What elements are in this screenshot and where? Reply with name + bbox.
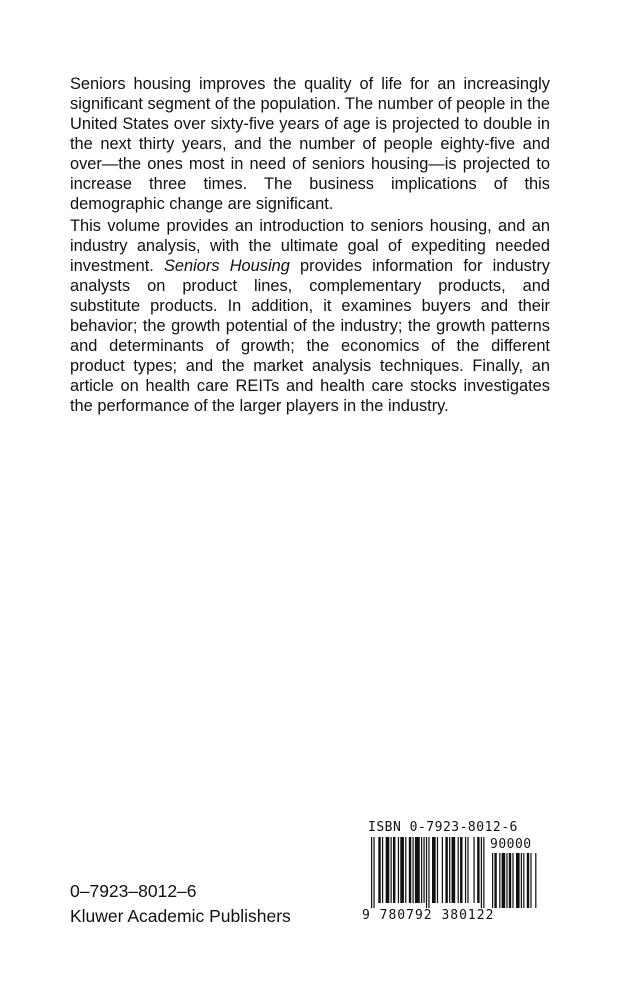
barcode-bar — [382, 837, 383, 903]
barcode-bar — [400, 837, 404, 903]
ean13-bars — [371, 837, 489, 908]
barcode-bar — [437, 837, 438, 903]
barcode-bar — [499, 853, 500, 908]
barcode-bar — [405, 837, 406, 903]
barcode-bar — [373, 837, 374, 908]
barcode-bar — [530, 853, 531, 908]
book-title-italic: Seniors Housing — [163, 257, 290, 275]
barcode-bar — [409, 837, 411, 903]
barcode-bar — [428, 837, 429, 908]
barcode-isbn-label: ISBN 0-7923-8012-6 — [368, 820, 518, 835]
barcode-bar — [477, 837, 479, 903]
barcode-bar — [516, 853, 520, 908]
addon-bars — [492, 853, 540, 908]
description-paragraph-1: Seniors housing improves the quality of life for an increasingly significant segment of the population. The number of people in the United States over sixty-five years of age is projected to double in the next thirty years, and the number of people eighty-five and over—the ones most in need of seniors housing—is projected to increase three times. The business implications of this demographic change are significant. — [70, 75, 550, 213]
barcode-bar — [391, 837, 392, 903]
barcode-bar — [426, 837, 427, 908]
barcode-bar — [423, 837, 424, 903]
barcode-bar — [460, 837, 462, 903]
barcode-bar — [535, 853, 536, 908]
barcode-addon-digits: 90000 — [490, 837, 532, 852]
barcode-bar — [481, 837, 482, 908]
barcode-bar — [458, 837, 459, 903]
barcode-ean-digits: 9 780792 380122 — [362, 908, 495, 923]
barcode-bar — [465, 837, 466, 903]
barcode-bar — [442, 837, 443, 903]
barcode-bar — [445, 837, 447, 903]
barcode-bar — [412, 837, 413, 903]
paragraph-2-intro: This volume provides an introduction to seniors housing, and an industry analysis, with the ultimate goal of expediting needed investment. — [70, 217, 550, 275]
paragraph-2-body: provides information for industry analysts on product lines, complementary products, and substitute products. In addition, it examines buyers and their behavior; the growth potential of the industry; the growth patterns and determinants of growth; the economics of the different product types; and the market analysis techniques. Finally, an article on health care REITs and health care stocks investigates the performance of the larger players in the industry. — [70, 257, 550, 415]
barcode-bar — [432, 837, 436, 903]
barcode-bar — [492, 853, 493, 908]
barcode-bar — [521, 853, 522, 908]
barcode-bar — [506, 853, 507, 908]
barcode-bar — [502, 853, 506, 908]
isbn-barcode — [362, 820, 547, 930]
barcode-bar — [473, 837, 474, 903]
barcode-bar — [512, 853, 513, 908]
barcode-bar — [371, 837, 372, 908]
barcode-bar — [378, 837, 380, 903]
barcode-bar — [398, 837, 399, 903]
barcode-bar — [467, 837, 468, 903]
barcode-bar — [415, 837, 420, 903]
barcode-bar — [494, 853, 496, 908]
barcode-bar — [483, 837, 484, 908]
publisher-name: Kluwer Academic Publishers — [70, 906, 291, 926]
footer-isbn: 0–7923–8012–6 — [70, 881, 197, 901]
barcode-bar — [386, 837, 390, 903]
barcode-bar — [449, 837, 450, 903]
barcode-bar — [452, 837, 456, 903]
barcode-bar — [509, 853, 511, 908]
barcode-bar — [421, 837, 422, 903]
barcode-bar — [523, 853, 524, 908]
description-paragraph-2 — [70, 216, 550, 416]
barcode-bar — [527, 853, 529, 908]
barcode-bar — [393, 837, 395, 903]
